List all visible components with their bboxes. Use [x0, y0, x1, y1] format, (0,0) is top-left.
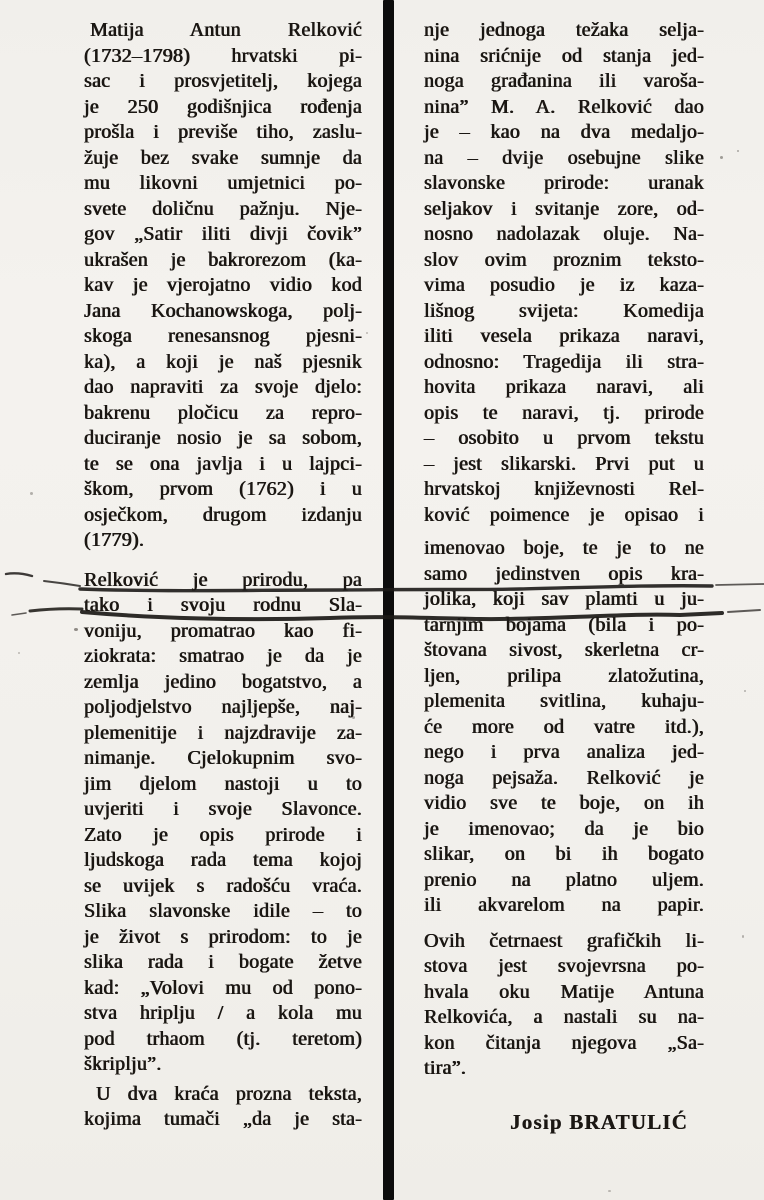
text-line: škom, prvom (1762) i u [84, 478, 362, 500]
speck [74, 628, 78, 631]
text-line: nego i prva analiza jed- [424, 741, 704, 763]
text-line: seljakov i svitanje zore, od- [424, 197, 704, 220]
text-line: sac i prosvjetitelj, kojega [84, 70, 362, 92]
speck [366, 332, 368, 334]
speck [720, 156, 723, 159]
text-line: se uvijek s radošću vraća. [84, 874, 362, 897]
text-line: ziokrata: smatrao je da je [84, 645, 362, 667]
text-line: štovana sivost, skerletna cr- [424, 639, 704, 661]
text-line: U dva kraća prozna teksta, [96, 1082, 362, 1105]
text-line: stova jest svojevrsna po- [424, 955, 704, 977]
text-line: jolika, koji sav plamti u ju- [424, 588, 704, 610]
text-line: će more od vatre itd.), [424, 715, 704, 738]
text-line: škriplju”. [84, 1053, 162, 1075]
text-line: nina” M. A. Relković dao [424, 95, 704, 118]
text-line: kav je vjerojatno vidio kod [84, 274, 362, 296]
text-line: hrvatskoj književnosti Rel- [424, 478, 704, 500]
text-line: tarnjim bojama (bila i po- [424, 613, 704, 636]
text-line: noga pejsaža. Relković je [424, 766, 704, 789]
text-line: zemlja jedino bogatstvo, a [84, 670, 362, 693]
text-line: plemenita svitlina, kuhaju- [424, 690, 704, 712]
text-line: – jest slikarski. Prvi put u [424, 452, 704, 475]
text-line: – osobito u prvom tekstu [424, 427, 704, 449]
text-line: je – kao na dva medaljo- [424, 121, 704, 143]
text-line: prenio na platno uljem. [424, 868, 704, 891]
text-line: duciranje nosio je sa sobom, [84, 427, 362, 449]
text-line: vima posudio je iz kaza- [424, 274, 704, 296]
paragraph [424, 929, 704, 1082]
text-line: imenovao boje, te je to ne [424, 537, 704, 559]
text-line: slika rada i bogate žetve [84, 951, 362, 973]
speck [744, 690, 746, 692]
text-line: na – dvije osebujne slike [424, 146, 704, 169]
text-line: Zato je opis prirode i [84, 823, 362, 846]
paragraph [424, 536, 704, 919]
text-line: je imenovao; da je bio [424, 817, 704, 840]
right-text-column [424, 18, 704, 1082]
text-line: uvjeriti i svoje Slavonce. [84, 798, 362, 820]
text-line: kad: „Volovi mu od pono- [84, 976, 362, 999]
text-line: kojima tumači „da je sta- [84, 1108, 362, 1130]
text-line: slavonske prirode: uranak [424, 172, 704, 194]
paragraph [84, 568, 362, 1078]
text-line: tira”. [424, 1057, 467, 1079]
paragraph [84, 18, 362, 554]
text-line: opis te naravi, tj. prirode [424, 401, 704, 424]
text-line: voniju, promatrao kao fi- [84, 619, 362, 642]
text-line: ili akvarelom na papir. [424, 894, 704, 916]
text-line: skoga renesansnog pjesni- [84, 325, 362, 347]
text-line: gov „Satir iliti divji čovik” [84, 223, 362, 245]
text-line: samo jedinstven opis kra- [424, 562, 704, 585]
text-line: Relković je prirodu, pa [84, 568, 362, 591]
author-byline: Josip BRATULIĆ [509, 1110, 688, 1134]
text-line: plemenitije i najzdravije za- [84, 721, 362, 744]
text-line: nina srićnije od stanja jed- [424, 44, 704, 67]
text-line: Relkovića, a nastali su na- [424, 1006, 704, 1028]
speck [18, 652, 20, 654]
text-line: kon čitanja njegova „Sa- [424, 1031, 704, 1054]
text-line: svete doličnu pažnju. Nje- [84, 197, 362, 220]
text-line: ljudskoga rada tema kojoj [84, 849, 362, 871]
text-line: jim djelom nastoji u to [84, 772, 362, 795]
text-line: hovita prikaza naravi, ali [424, 376, 704, 398]
paragraph [424, 18, 704, 528]
text-line: dao napraviti za svoje djelo: [84, 376, 362, 398]
text-line: tako i svoju rodnu Sla- [84, 594, 362, 616]
text-line: je 250 godišnjica rođenja [84, 95, 362, 118]
text-line: nimanje. Cjelokupnim svo- [84, 747, 362, 769]
text-line: bakrenu pločicu za repro- [84, 401, 362, 424]
text-line: ka), a koji je naš pjesnik [84, 350, 362, 373]
speck [737, 150, 739, 152]
paragraph [84, 1082, 362, 1133]
text-line: noga građanina ili varoša- [424, 70, 704, 92]
text-line: vidio sve te boje, on ih [424, 792, 704, 814]
speck [30, 492, 33, 495]
text-line: prošla i previše tiho, zaslu- [84, 121, 362, 143]
text-line: odnosno: Tragedija ili stra- [424, 350, 704, 373]
text-line: te se ona javlja i u lajpci- [84, 452, 362, 475]
speck [352, 716, 355, 719]
text-line: iliti vesela prikaza naravi, [424, 325, 704, 347]
left-text-column [84, 18, 362, 1133]
text-line: (1732–1798) hrvatski pi- [84, 44, 362, 67]
text-line: ukrašen je bakrorezom (ka- [84, 248, 362, 271]
column-divider-bar [383, 0, 394, 1200]
text-line: poljodjelstvo najljepše, naj- [84, 696, 362, 718]
text-line: slikar, on bi ih bogato [424, 843, 704, 865]
text-line: ljen, prilipa zlatožutina, [424, 664, 704, 687]
text-line: Ovih četrnaest grafičkih li- [424, 929, 704, 952]
text-line: pod trhaom (tj. teretom) [84, 1027, 362, 1050]
text-line: nosno nadolazak oluje. Na- [424, 223, 704, 245]
text-line: Jana Kochanowskoga, polj- [84, 299, 362, 322]
text-line: nje jednoga težaka selja- [424, 19, 704, 41]
text-line: žuje bez svake sumnje da [84, 146, 362, 169]
text-line: lišnog svijeta: Komedija [424, 299, 704, 322]
text-line: Matija Antun Relković [90, 19, 362, 41]
text-line: Slika slavonske idile – to [84, 900, 362, 922]
speck [742, 935, 744, 938]
text-line: hvala oku Matije Antuna [424, 980, 704, 1003]
text-line: stva hriplju / a kola mu [84, 1002, 362, 1024]
text-line: mu likovni umjetnici po- [84, 172, 362, 194]
text-line: ković poimence je opisao i [424, 503, 704, 526]
text-line: (1779). [84, 529, 145, 551]
text-line: slov ovim proznim teksto- [424, 248, 704, 271]
text-line: osječkom, drugom izdanju [84, 503, 362, 526]
text-line: je život s prirodom: to je [84, 925, 362, 948]
speck [608, 1190, 611, 1192]
